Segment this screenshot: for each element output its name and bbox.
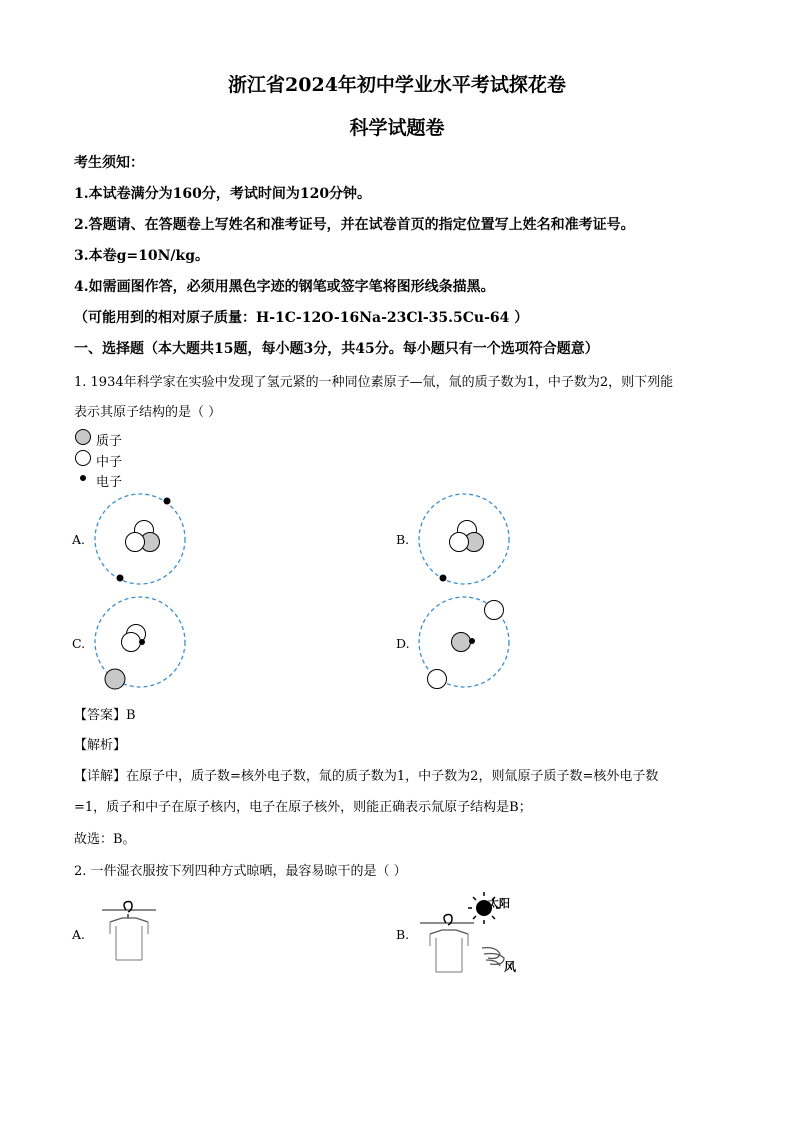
q2-option-b-label: B.	[396, 927, 410, 942]
notice-item-3: 3.本卷g=10N/kg。	[74, 248, 210, 264]
q1-option-d-label: D.	[396, 636, 410, 651]
legend-neutron-label: 中子	[96, 454, 123, 470]
neutron-icon	[74, 449, 92, 471]
q2-option-a-shirt-icon	[100, 900, 160, 966]
q1-detail-line1	[74, 765, 658, 784]
sun-label: 太阳	[488, 897, 510, 910]
proton-icon	[74, 428, 92, 450]
q1-option-d-diagram	[414, 597, 514, 697]
q1-detail-tag: 【详解】	[74, 769, 127, 784]
q1-option-a-diagram	[92, 492, 192, 592]
q1-option-b-label: B.	[396, 532, 410, 547]
legend-proton-label: 质子	[96, 433, 123, 449]
q1-stem-line2: 表示其原子结构的是（ ）	[74, 405, 222, 420]
notice-item-4: 4.如需画图作答，必须用黑色字迹的钢笔或签字笔将图形线条描黑。	[74, 279, 495, 295]
legend-electron	[74, 469, 122, 491]
q1-option-c-label: C.	[72, 636, 86, 651]
electron-icon	[74, 469, 92, 491]
wind-icon	[482, 948, 504, 966]
section-heading: 一、选择题（本大题共15题，每小题3分，共45分。每小题只有一个选项符合题意）	[74, 341, 599, 357]
q1-option-b-diagram	[414, 492, 514, 592]
legend-proton	[74, 428, 122, 450]
atomic-mass-note: （可能用到的相对原子质量：H-1C-12O-16Na-23Cl-35.5Cu-64 ）	[74, 310, 529, 326]
q1-analysis-heading: 【解析】	[74, 738, 127, 753]
notice-item-1: 1.本试卷满分为160分，考试时间为120分钟。	[74, 186, 372, 202]
q2-option-a-label: A.	[72, 927, 86, 942]
notice-item-2: 2.答题请、在答题卷上写姓名和准考证号，并在试卷首页的指定位置写上姓名和准考证号。	[74, 217, 635, 233]
legend-neutron	[74, 449, 122, 471]
q1-stem-line1: 1. 1934年科学家在实验中发现了氢元紧的一种同位素原子—氚，氚的质子数为1，中子数为2，则下列能	[74, 375, 674, 390]
q2-stem: 2. 一件湿衣服按下列四种方式晾晒，最容易晾干的是（ ）	[74, 864, 407, 879]
notice-heading: 考生须知：	[74, 155, 144, 171]
exam-title: 浙江省2024年初中学业水平考试探花卷	[228, 74, 566, 96]
q1-option-a-label: A.	[72, 532, 86, 547]
q1-option-c-diagram	[92, 597, 192, 697]
wind-label: 风	[504, 960, 517, 974]
legend-electron-label: 电子	[96, 474, 123, 490]
q2-option-b-diagram	[418, 888, 548, 980]
q1-detail-text: 在原子中，质子数=核外电子数，氚的质子数为1，中子数为2，则氚原子质子数=核外电子数	[126, 769, 659, 784]
q1-conclusion: 故选：B。	[74, 832, 136, 847]
q1-detail-line2: =1，质子和中子在原子核内，电子在原子核外，则能正确表示氚原子结构是B；	[74, 800, 532, 815]
exam-subtitle: 科学试题卷	[349, 117, 445, 139]
q1-answer: 【答案】B	[74, 708, 136, 723]
